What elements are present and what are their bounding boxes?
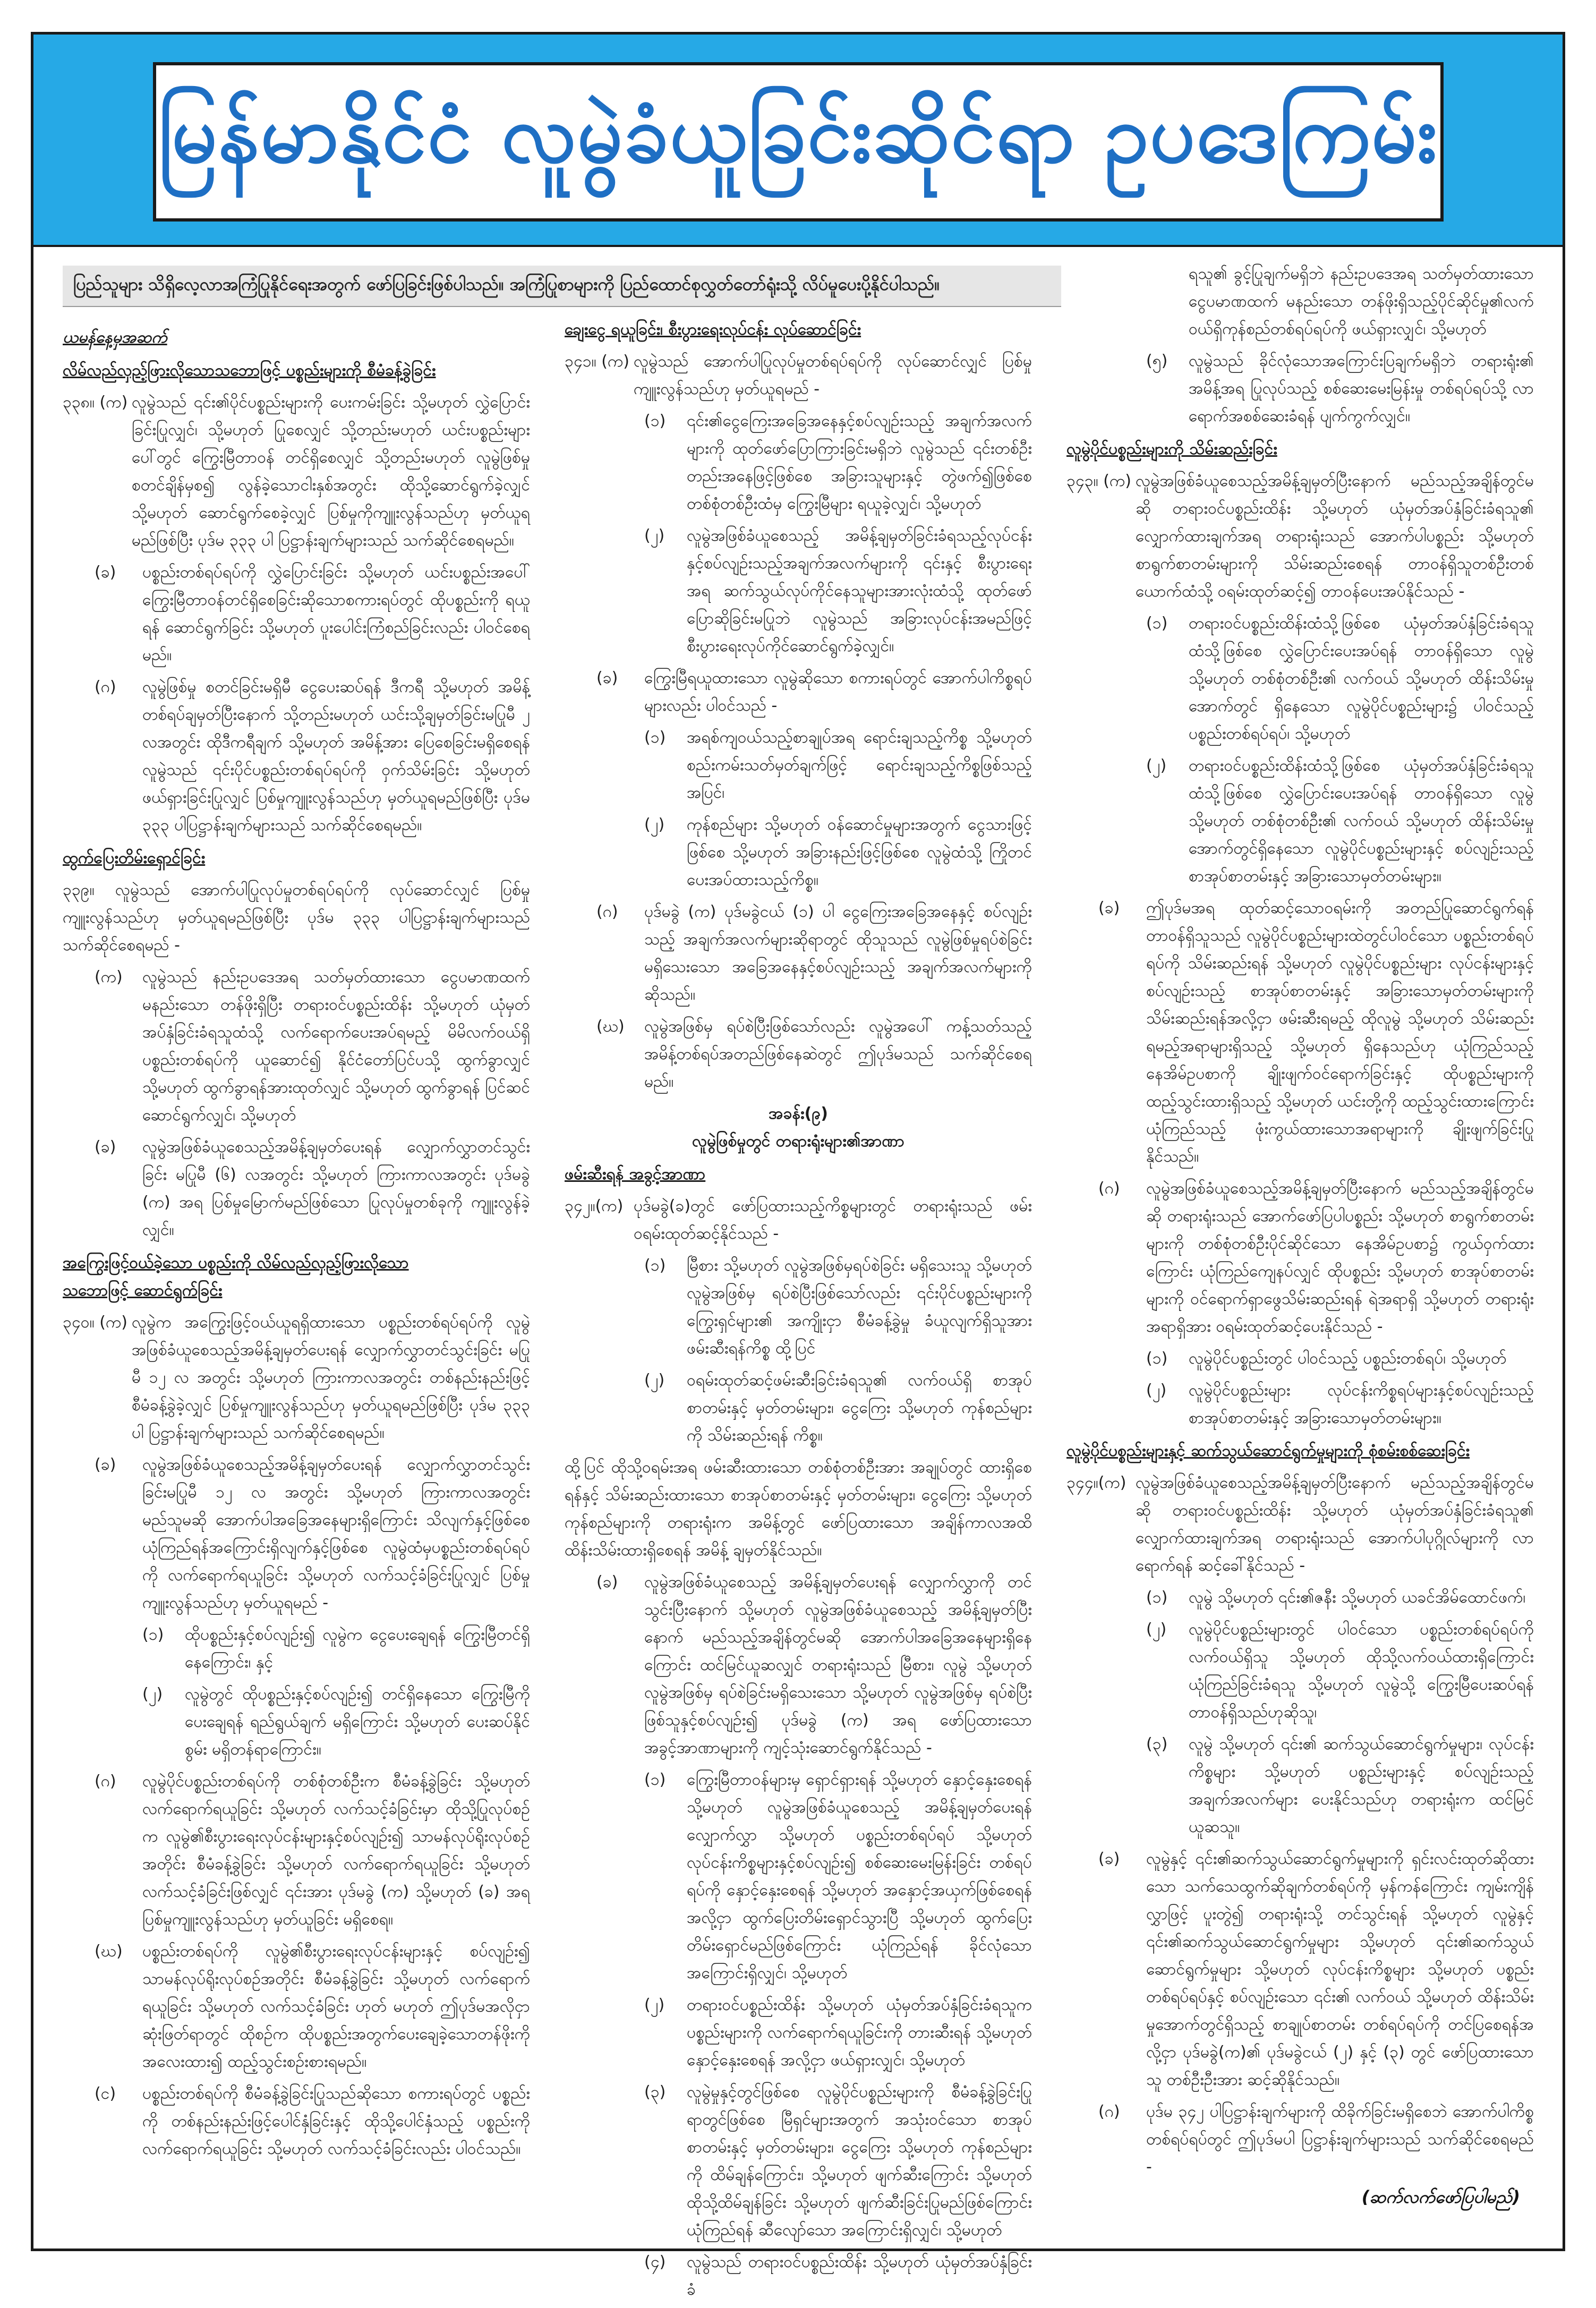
sub-clause	[95, 2080, 530, 2163]
chapter-number: အခန်း(၉)	[769, 1104, 828, 1123]
sub-sub-clause	[1146, 752, 1534, 890]
sub-clause	[95, 1938, 530, 2076]
sub-sub-clause	[644, 522, 1032, 660]
clause-text: ပုဒ်မခွဲ(ခ)တွင် ဖော်ပြထားသည့်ကိစ္စများတွင် တရားရုံးသည် ဖမ်းဝရမ်းထုတ်ဆင့်နိုင်သည် -	[634, 1197, 1032, 1243]
sub-clause-text: ဤပုဒ်မအရ ထုတ်ဆင့်သောဝရမ်းကို အတည်ပြုဆောင်ရွက်ရန် တာဝန်ရှိသူသည် လူမွဲပိုင်ပစ္စည်းများထဲတွင်ပါဝင်သော ပစ္စည်းတစ်ရပ်ရပ်ကို သိမ်းဆည်းရန် သို့မဟုတ် လူမွဲပိုင်ပစ္စည်းများ လုပ်ငန်းများနှင့်စပ်လျဉ်းသည့် စာအုပ်စာတမ်းနှင့် အခြားသောမှတ်တမ်းများကို သိမ်းဆည်းရန်အလို့ငှာ ဖမ်းဆီးရမည့် ထိုလူမွဲ သို့မဟုတ် သိမ်းဆည်းရမည့်အရာများရှိသည့် သို့မဟုတ် ရှိနေသည်ဟု ယုံကြည်သည့် နေအိမ်ဥပစာကို ချိုးဖျက်ဝင်ရောက်ခြင်းနှင့် ထိုပစ္စည်းများကို ထည့်သွင်းထားရှိသည့် သို့မဟုတ် ယင်းတို့ကို ထည့်သွင်းထားကြောင်း ယုံကြည်သည့် ဖုံးကွယ်ထားသောအရာများကို ချိုးဖျက်ခြင်းပြုနိုင်သည်။	[1146, 899, 1534, 1166]
sub-sub-clause-text: တရားဝင်ပစ္စည်းထိန်းထံသို့ဖြစ်စေ ယုံမှတ်အပ်နှံခြင်းခံရသူထံသို့ဖြစ်စေ လွှဲပြောင်းပေးအပ်ရန် တာဝန်ရှိသော လူမွဲ သို့မဟုတ် တစ်စုံတစ်ဦး၏ လက်ဝယ် သို့မဟုတ် ထိန်းသိမ်းမှုအောက်တွင် ရှိနေသော လူမွဲပိုင်ပစ္စည်းများ၌ ပါဝင်သည့် ပစ္စည်းတစ်ရပ်ရပ်၊ သို့မဟုတ်	[1189, 614, 1534, 743]
sub-sub-clause-number: (၁)	[644, 1770, 666, 1789]
sub-sub-clause-text: လူမွဲ သို့မဟုတ် ၎င်း၏ ဆက်သွယ်ဆောင်ရွက်မှုများ၊ လုပ်ငန်းကိစ္စများ သို့မဟုတ် ပစ္စည်းများနှင့် စပ်လျဉ်းသည့်အချက်အလက်များ ပေးနိုင်သည်ဟု တရားရုံးက ထင်မြင်ယူဆသူ။	[1189, 1735, 1534, 1836]
column-1	[63, 324, 530, 2167]
sub-sub-clause-number	[1146, 260, 1189, 343]
sub-sub-clause-text: လူမွဲသည် တရားဝင်ပစ္စည်းထိန်း သို့မဟုတ် ယုံမှတ်အပ်နှံခြင်းခံ	[687, 2253, 1032, 2299]
sub-sub-clause-number: (၁)	[644, 412, 666, 430]
sub-sub-clause-text: ထိုပစ္စည်းနှင့်စပ်လျဉ်း၍ လူမွဲက ငွေပေးချေရန် ကြွေးမြီတင်ရှိနေကြောင်း၊ နှင့်	[185, 1625, 530, 1672]
sub-sub-clause-number: (၂)	[1146, 1381, 1167, 1400]
sub-clause	[596, 665, 1032, 720]
sub-clause	[1098, 1845, 1534, 2094]
sub-clause-text: လူမွဲပိုင်ပစ္စည်းတစ်ရပ်ကို တစ်စုံတစ်ဦးက စီမံခန့်ခွဲခြင်း သို့မဟုတ် လက်ရောက်ရယူခြင်း သို့မဟုတ် လက်သင့်ခံခြင်းမှာ ထိုသို့ပြုလုပ်စဉ်က လူမွဲ၏စီးပွားရေးလုပ်ငန်းများနှင့်စပ်လျဉ်း၍ သာမန်လုပ်ရိုးလုပ်စဉ်အတိုင်း စီမံခန့်ခွဲခြင်း သို့မဟုတ် လက်ရောက်ရယူခြင်း သို့မဟုတ် လက်သင့်ခံခြင်းဖြစ်လျှင် ၎င်းအား ပုဒ်မခွဲ (က) သို့မဟုတ် (ခ) အရ ပြစ်မှုကျူးလွန်သည်ဟု မှတ်ယူခြင်း မရှိစေရ။	[142, 1772, 530, 1929]
sub-sub-clause	[1146, 1584, 1534, 1612]
sub-sub-clause	[644, 1991, 1032, 2074]
sub-sub-clause-continued	[1146, 260, 1534, 343]
title-box	[153, 62, 1444, 222]
section-heading: ချေးငွေ ရယူခြင်း၊ စီးပွားရေးလုပ်ငန်း လုပ်ဆောင်ခြင်း	[565, 320, 861, 339]
sub-sub-clause-text: ရသူ၏ ခွင့်ပြုချက်မရှိဘဲ နည်းဥပဒေအရ သတ်မှတ်ထားသော ငွေပမာဏထက် မနည်းသော တန်ဖိုးရှိသည့်ပိုင်ဆိုင်မှု၏လက်ဝယ်ရှိကုန်စည်တစ်ရပ်ရပ်ကို ဖယ်ရှားလျှင်၊ သို့မဟုတ်	[1189, 265, 1534, 338]
section-heading: ဖမ်းဆီးရန် အခွင့်အာဏာ	[565, 1165, 706, 1183]
section-heading: လိမ်လည်လှည့်ဖြားလိုသောသဘောဖြင့် ပစ္စည်းများကို စီမံခန့်ခွဲခြင်း	[63, 361, 436, 380]
clause-number: ၃၄၄။(က)	[1066, 1474, 1126, 1492]
sub-sub-clause-number: (၄)	[644, 2253, 666, 2271]
sub-sub-clause-text: လူမွဲပိုင်ပစ္စည်းများတွင် ပါဝင်သော ပစ္စည်းတစ်ရပ်ရပ်ကို လက်ဝယ်ရှိသူ သို့မဟုတ် ထိုသို့လက်ဝယ်ထားရှိကြောင်း ယုံကြည်ခြင်းခံရသူ သို့မဟုတ် လူမွဲသို့ ကြွေးမြီပေးဆပ်ရန် တာဝန်ရှိသည်ဟုဆိုသူ၊	[1189, 1620, 1534, 1722]
sub-sub-clause	[644, 811, 1032, 894]
sub-clause-number: (ဃ)	[95, 1942, 123, 1961]
clause-number: ၃၄၃။ (က)	[1066, 472, 1132, 490]
sub-sub-clause-number: (၂)	[644, 1996, 665, 2014]
sub-sub-clause	[644, 1252, 1032, 1362]
section-heading: ထွက်ပြေးတိမ်းရှောင်ခြင်း	[63, 849, 206, 867]
sub-sub-clause-number: (၅)	[1146, 352, 1168, 370]
clause-text: လူမွဲသည် ၎င်း၏ပိုင်ပစ္စည်းများကို ပေးကမ်းခြင်း သို့မဟုတ် လွှဲပြောင်းခြင်းပြုလျှင်၊ သို့မဟုတ် ပြုစေလျှင် သို့တည်းမဟုတ် ယင်းပစ္စည်းများပေါ်တွင် ကြွေးမြီတာဝန် တင်ရှိစေလျှင် သို့တည်းမဟုတ် လူမွဲဖြစ်မှုစတင်ချိန်မှစ၍ လွန်ခဲ့သောငါးနှစ်အတွင်း ထိုသို့ဆောင်ရွက်ခဲ့လျှင် သို့မဟုတ် ဆောင်ရွက်စေခဲ့လျှင် ပြစ်မှုကိုကျူးလွန်သည်ဟု မှတ်ယူရမည်ဖြစ်ပြီး ပုဒ်မ ၃၃၃ ပါ ပြဋ္ဌာန်းချက်များသည် သက်ဆိုင်စေရမည်။	[132, 393, 530, 550]
sub-sub-clause-text: တရားဝင်ပစ္စည်းထိန်းထံသို့ဖြစ်စေ ယုံမှတ်အပ်နှံခြင်းခံရသူထံသို့ဖြစ်စေ လွှဲပြောင်းပေးအပ်ရန် တာဝန်ရှိသော လူမွဲ သို့မဟုတ် တစ်စုံတစ်ဦး၏ လက်ဝယ် သို့မဟုတ် ထိန်းသိမ်းမှုအောက်တွင်ရှိနေသော လူမွဲပိုင်ပစ္စည်းများနှင့် စပ်လျဉ်းသည့် စာအုပ်စာတမ်းနှင့် အခြားသောမှတ်တမ်းများ။	[1189, 756, 1534, 885]
clause-number: ၃၄၁။ (က)	[565, 352, 630, 371]
sub-clause-text: ကြွေးမြီရယူထားသော လူမွဲဆိုသော စကားရပ်တွင် အောက်ပါကိစ္စရပ်များလည်း ပါဝင်သည် -	[644, 669, 1032, 715]
sub-clause	[1098, 895, 1534, 1171]
sub-clause-number: (ခ)	[1098, 1850, 1120, 1868]
sub-clause-number: (ဂ)	[95, 1772, 116, 1791]
sub-sub-clause-text: လူမွဲမှုနှင့်တွင်ဖြစ်စေ လူမွဲပိုင်ပစ္စည်းများကို စီမံခန့်ခွဲခြင်းပြုရာတွင်ဖြစ်စေ မြီရှင်များအတွက် အသုံးဝင်သော စာအုပ်စာတမ်းနှင့် မှတ်တမ်းများ၊ ငွေကြေး သို့မဟုတ် ကုန်စည်များကို ထိမ်ချန်ကြောင်း၊ သို့မဟုတ် ဖျက်ဆီးကြောင်း သို့မဟုတ် ထိုသို့ထိမ်ချန်ခြင်း သို့မဟုတ် ဖျက်ဆီးခြင်းပြုမည်ဖြစ်ကြောင်း ယုံကြည်ရန် ဆီလျော်သော အကြောင်းရှိလျှင်၊ သို့မဟုတ်	[687, 2083, 1032, 2239]
sub-sub-clause-text: အရစ်ကျဝယ်သည့်စာချုပ်အရ ရောင်းချသည့်ကိစ္စ သို့မဟုတ် စည်းကမ်းသတ်မှတ်ချက်ဖြင့် ရောင်းချသည့်ကိစ္စဖြစ်သည့်အပြင်၊	[687, 728, 1032, 802]
sub-sub-clause-text: လူမွဲတွင် ထိုပစ္စည်းနှင့်စပ်လျဉ်း၍ တင်ရှိနေသော ကြွေးမြီကို ပေးချေရန် ရည်ရွယ်ချက် မရှိကြောင်း သို့မဟုတ် ပေးဆပ်နိုင်စွမ်း မရှိတန်ရာကြောင်း။	[185, 1685, 530, 1759]
sub-clause-text: လူမွဲအဖြစ်ခံယူစေသည့် အမိန့်ချမှတ်ပေးရန် လျှောက်လွှာကို တင်သွင်းပြီးနောက် သို့မဟုတ် လူမွဲအဖြစ်ခံယူစေသည့် အမိန့်ချမှတ်ပြီးနောက် မည်သည့်အချိန်တွင်မဆို အောက်ပါအခြေအနေများရှိနေကြောင်း ထင်မြင်ယူဆလျှင် တရားရုံးသည် မြီစား၊ လူမွဲ သို့မဟုတ် လူမွဲအဖြစ်မှ ရပ်စဲခြင်းမရှိသေးသော သို့မဟုတ် လူမွဲအဖြစ်မှ ရပ်စဲပြီးဖြစ်သူနှင့်စပ်လျဉ်း၍ ပုဒ်မခွဲ (က) အရ ဖော်ပြထားသော အခွင့်အာဏာများကို ကျင့်သုံးဆောင်ရွက်နိုင်သည် -	[644, 1573, 1032, 1757]
sub-clause-text: ပစ္စည်းတစ်ရပ်ကို စီမံခန့်ခွဲခြင်းပြုသည်ဆိုသော စကားရပ်တွင် ပစ္စည်းကို တစ်နည်းနည်းဖြင့်ပေါင်နှံခြင်းနှင့် ထိုသို့ပေါင်နှံသည့် ပစ္စည်းကို လက်ရောက်ရယူခြင်း သို့မဟုတ် လက်သင့်ခံခြင်းလည်း ပါဝင်သည်။	[142, 2084, 530, 2158]
sub-sub-clause-number: (၃)	[644, 2083, 666, 2101]
sub-clause-number: (က)	[95, 968, 123, 986]
chapter-title: လူမွဲဖြစ်မှုတွင် တရားရုံးများ၏အာဏာ	[692, 1132, 904, 1151]
sub-clause-number: (ခ)	[1098, 899, 1120, 917]
page-title: မြန်မာနိုင်ငံ လူမွဲခံယူခြင်းဆိုင်ရာ ဥပဒေကြမ်း	[158, 88, 1438, 181]
sub-sub-clause-number: (၁)	[1146, 1349, 1168, 1368]
sub-clause-number: (ခ)	[95, 1455, 116, 1474]
title-banner	[33, 35, 1563, 247]
sub-sub-clause-text: ကြွေးမြီတာဝန်များမှ ရှောင်ရှားရန် သို့မဟုတ် နှောင့်နှေးစေရန် သို့မဟုတ် လူမွဲအဖြစ်ခံယူစေသည့် အမိန့်ချမှတ်ပေးရန် လျှောက်လွှာ သို့မဟုတ် ပစ္စည်းတစ်ရပ်ရပ် သို့မဟုတ် လုပ်ငန်းကိစ္စများနှင့်စပ်လျဉ်း၍ စစ်ဆေးမေးမြန်းခြင်း တစ်ရပ်ရပ်ကို နှောင့်နှေးစေရန် သို့မဟုတ် အနှောင့်အယှက်ဖြစ်စေရန် အလို့ငှာ ထွက်ပြေးတိမ်းရှောင်သွားပြီ သို့မဟုတ် ထွက်ပြေးတိမ်းရှောင်မည်ဖြစ်ကြောင်း ယုံကြည်ရန် ခိုင်လုံသော အကြောင်းရှိလျှင်၊ သို့မဟုတ်	[687, 1770, 1032, 1982]
clause	[63, 1309, 530, 1447]
clause-text: ၃၃၉။ လူမွဲသည် အောက်ပါပြုလုပ်မှုတစ်ရပ်ရပ်ကို လုပ်ဆောင်လျှင် ပြစ်မှုကျူးလွန်သည်ဟု မှတ်ယူရမည်ဖြစ်ပြီး ပုဒ်မ ၃၃၃ ပါပြဋ္ဌာန်းချက်များသည် သက်ဆိုင်စေရမည် -	[63, 881, 530, 955]
sub-sub-clause-number: (၁)	[1146, 614, 1168, 633]
sub-sub-clause-text: ဝရမ်းထုတ်ဆင့်ဖမ်းဆီးခြင်းခံရသူ၏ လက်ဝယ်ရှိ စာအုပ်စာတမ်းနှင့် မှတ်တမ်းများ၊ ငွေကြေး သို့မဟုတ် ကုန်စည်များကို သိမ်းဆည်းရန် ကိစ္စ။	[687, 1371, 1032, 1445]
sub-sub-clause-text: လူမွဲသည် ခိုင်လုံသောအကြောင်းပြချက်မရှိဘဲ တရားရုံး၏ အမိန့်အရ ပြုလုပ်သည့် စစ်ဆေးမေးမြန်းမှု တစ်ရပ်ရပ်သို့ လာရောက်အစစ်ဆေးခံရန် ပျက်ကွက်လျှင်။	[1189, 352, 1534, 425]
sub-clause-number: (ဂ)	[1098, 1179, 1120, 1198]
sub-sub-clause-number: (၁)	[644, 1256, 666, 1275]
column-3	[1066, 260, 1534, 2185]
clause	[565, 348, 1032, 403]
sub-sub-clause	[1146, 1731, 1534, 1841]
sub-sub-clause-text: တရားဝင်ပစ္စည်းထိန်း သို့မဟုတ် ယုံမှတ်အပ်နှံခြင်းခံရသူက ပစ္စည်းများကို လက်ရောက်ရယူခြင်းကို တားဆီးရန် သို့မဟုတ် နှောင့်နှေးစေရန် အလို့ငှာ ဖယ်ရှားလျှင်၊ သို့မဟုတ်	[687, 1996, 1032, 2069]
sub-clause-number: (ခ)	[95, 1138, 116, 1156]
sub-sub-clause	[1146, 347, 1534, 430]
sub-sub-clause-number: (၂)	[142, 1685, 163, 1704]
sub-sub-clause-number: (၁)	[644, 728, 666, 747]
section-heading-cont: သဘောဖြင့် ဆောင်ရွက်ခြင်း	[63, 1281, 223, 1300]
sub-clause-number: (ဂ)	[1098, 2102, 1120, 2121]
section-heading: အကြွေးဖြင့်ဝယ်ခဲ့သော ပစ္စည်းကို လိမ်လည်လှည့်ဖြားလိုသော	[63, 1254, 409, 1272]
sub-clause-text: လူမွဲအဖြစ်ခံယူစေသည့်အမိန့်ချမှတ်ပေးရန် လျှောက်လွှာတင်သွင်းခြင်း မပြုမီ (၆) လအတွင်း သို့မဟုတ် ကြားကာလအတွင်း ပုဒ်မခွဲ (က) အရ ပြစ်မှုမြောက်မည်ဖြစ်သော ပြုလုပ်မှုတစ်ခုကို ကျူးလွန်ခဲ့လျှင်။	[142, 1138, 530, 1239]
sub-clause	[596, 898, 1032, 1009]
section-heading: လူမွဲပိုင်ပစ္စည်းများကို သိမ်းဆည်းခြင်း	[1066, 440, 1277, 458]
clause-number: ၃၄၀။ (က)	[63, 1313, 128, 1332]
sub-sub-clause	[142, 1681, 530, 1764]
sub-clause-text: လူမွဲအဖြစ်ခံယူစေသည့်အမိန့်ချမှတ်ပြီးနောက် မည်သည့်အချိန်တွင်မဆို တရားရုံးသည် အောက်ဖော်ပြပါပစ္စည်း သို့မဟုတ် စာရွက်စာတမ်းများကို တစ်စုံတစ်ဦးပိုင်ဆိုင်သော နေအိမ်ဥပစာ၌ ကွယ်ဝှက်ထားကြောင်း ယုံကြည်ကျေနပ်လျှင် ထိုပစ္စည်း သို့မဟုတ် စာအုပ်စာတမ်းများကို ဝင်ရောက်ရှာဖွေသိမ်းဆည်းရန် ရဲအရာရှိ သို့မဟုတ် တရားရုံးအရာရှိအား ဝရမ်းထုတ်ဆင့်ပေးနိုင်သည် -	[1146, 1179, 1534, 1336]
sub-clause-text: လူမွဲသည် နည်းဥပဒေအရ သတ်မှတ်ထားသော ငွေပမာဏထက် မနည်းသော တန်ဖိုးရှိပြီး တရားဝင်ပစ္စည်းထိန်း သို့မဟုတ် ယုံမှတ်အပ်နှံခြင်းခံရသူထံသို့ လက်ရောက်ပေးအပ်ရမည့် မိမိလက်ဝယ်ရှိပစ္စည်းတစ်ရပ်ကို ယူဆောင်၍ နိုင်ငံတော်ပြင်ပသို့ ထွက်ခွာလျှင် သို့မဟုတ် ထွက်ခွာရန်အားထုတ်လျှင် သို့မဟုတ် ထွက်ခွာရန် ပြင်ဆင်ဆောင်ရွက်လျှင်၊ သို့မဟုတ်	[142, 968, 530, 1125]
sub-sub-clause-text: လူမွဲအဖြစ်ခံယူစေသည့် အမိန့်ချမှတ်ခြင်းခံရသည့်လုပ်ငန်း နှင့်စပ်လျဉ်းသည့်အချက်အလက်များကို ၎င်းနှင့် စီးပွားရေးအရ ဆက်သွယ်လုပ်ကိုင်နေသူများအားလုံးထံသို့ ထုတ်ဖော်ပြောဆိုခြင်းမပြုဘဲ လူမွဲသည် အခြားလုပ်ငန်းအမည်ဖြင့် စီးပွားရေးလုပ်ကိုင်ဆောင်ရွက်ခဲ့လျှင်။	[687, 526, 1032, 655]
sub-sub-clause-number: (၂)	[644, 815, 665, 834]
sub-clause	[95, 1768, 530, 1934]
sub-sub-clause	[142, 1621, 530, 1676]
sub-sub-clause	[644, 1367, 1032, 1450]
sub-clause-text: ပုဒ်မ ၃၄၂ ပါပြဋ္ဌာန်းချက်များကို ထိခိုက်ခြင်းမရှိစေဘဲ အောက်ပါကိစ္စတစ်ရပ်ရပ်တွင် ဤပုဒ်မပါ ပြဋ္ဌာန်းချက်များသည် သက်ဆိုင်စေရမည် -	[1146, 2102, 1534, 2176]
clause	[1066, 1469, 1534, 1580]
article-frame	[31, 32, 1565, 2299]
clause	[1066, 467, 1534, 606]
sub-clause-number: (ဂ)	[596, 902, 618, 921]
sub-clause-number: (င)	[95, 2084, 116, 2103]
sub-sub-clause	[644, 1766, 1032, 1987]
sub-sub-clause-text: လူမွဲပိုင်ပစ္စည်းတွင် ပါဝင်သည့် ပစ္စည်းတစ်ရပ်၊ သို့မဟုတ်	[1189, 1349, 1507, 1368]
sub-clause	[95, 559, 530, 669]
sub-sub-clause-text: လူမွဲပိုင်ပစ္စည်းများ လုပ်ငန်းကိစ္စရပ်များနှင့်စပ်လျဉ်းသည့် စာအုပ်စာတမ်းနှင့် အခြားသောမှတ်တမ်းများ။	[1189, 1381, 1534, 1427]
sub-sub-clause-number: (၂)	[644, 526, 665, 545]
continuation-heading: ယမန်နေ့မှအဆက်	[63, 328, 167, 347]
clause-text: လူမွဲအဖြစ်ခံယူစေသည့်အမိန့်ချမှတ်ပြီးနောက် မည်သည့်အချိန်တွင်မဆို တရားဝင်ပစ္စည်းထိန်း သို့မဟုတ် ယုံမှတ်အပ်နှံခြင်းခံရသူ၏ လျှောက်ထားချက်အရ တရားရုံးသည် အောက်ပါပုဂ္ဂိုလ်များကို လာရောက်ရန် ဆင့်ခေါ်နိုင်သည် -	[1136, 1474, 1534, 1575]
column-2	[565, 311, 1032, 2308]
clause-text: လူမွဲက အကြွေးဖြင့်ဝယ်ယူရရှိထားသော ပစ္စည်းတစ်ရပ်ရပ်ကို လူမွဲအဖြစ်ခံယူစေသည့်အမိန့်ချမှတ်ပေးရန် လျှောက်လွှာတင်သွင်းခြင်း မပြုမီ ၁၂ လ အတွင်း သို့မဟုတ် ကြားကာလအတွင်း တစ်နည်းနည်းဖြင့် စီမံခန့်ခွဲခဲ့လျှင် ပြစ်မှုကျူးလွန်သည်ဟု မှတ်ယူရမည်ဖြစ်ပြီး ပုဒ်မ ၃၃၃ ပါ ပြဋ္ဌာန်းချက်များသည် သက်ဆိုင်စေရမည်။	[132, 1313, 530, 1442]
sub-clause-number: (ခ)	[95, 563, 116, 582]
clause	[63, 389, 530, 555]
sub-clause	[596, 1569, 1032, 1762]
sub-clause-number: (ဂ)	[95, 678, 116, 696]
sub-sub-clause-text: ကုန်စည်များ သို့မဟုတ် ဝန်ဆောင်မှုများအတွက် ငွေသားဖြင့်ဖြစ်စေ သို့မဟုတ် အခြားနည်းဖြင့်ဖြစ်စေ လူမွဲထံသို့ ကြိုတင်ပေးအပ်ထားသည့်ကိစ္စ။	[687, 815, 1032, 889]
sub-sub-clause-number: (၁)	[1146, 1588, 1168, 1607]
sub-clause-number: (ခ)	[596, 1573, 618, 1591]
sub-sub-clause-number: (၁)	[142, 1625, 164, 1644]
sub-sub-clause-text: လူမွဲ သို့မဟုတ် ၎င်း၏ဇနီး သို့မဟုတ် ယခင်အိမ်ထောင်ဖက်၊	[1189, 1588, 1526, 1607]
sub-sub-clause-text: မြီစား သို့မဟုတ် လူမွဲအဖြစ်မှရပ်စဲခြင်း မရှိသေးသူ သို့မဟုတ် လူမွဲအဖြစ်မှ ရပ်စဲပြီးဖြစ်သော်လည်း ၎င်းပိုင်ပစ္စည်းများကို ကြွေးရှင်များ၏ အကျိုးငှာ စီမံခန့်ခွဲမှု ခံယူလျက်ရှိသူအား ဖမ်းဆီးရန်ကိစ္စ ထို့ပြင်	[687, 1256, 1032, 1358]
sub-clause-text: လူမွဲအဖြစ်မှ ရပ်စဲပြီးဖြစ်သော်လည်း လူမွဲအပေါ် ကန့်သတ်သည့်အမိန့်တစ်ရပ်အတည်ဖြစ်နေဆဲတွင် ဤပုဒ်မသည် သက်ဆိုင်စေရမည်။	[644, 1017, 1032, 1091]
sub-clause-text: လူမွဲဖြစ်မှု စတင်ခြင်းမရှိမီ ငွေပေးဆပ်ရန် ဒီကရီ သို့မဟုတ် အမိန့်တစ်ရပ်ချမှတ်ပြီးနောက် သို့တည်းမဟုတ် ယင်းသို့ချမှတ်ခြင်းမပြုမီ ၂ လအတွင်း ထိုဒီကရီချက် သို့မဟုတ် အမိန့်အား ပြေစေခြင်းမရှိစေရန် လူမွဲသည် ၎င်းပိုင်ပစ္စည်းတစ်ရပ်ရပ်ကို ဝှက်သိမ်းခြင်း သို့မဟုတ် ဖယ်ရှားခြင်းပြုလျှင် ပြစ်မှုကျူးလွန်သည်ဟု မှတ်ယူရမည်ဖြစ်ပြီး ပုဒ်မ ၃၃၃ ပါပြဋ္ဌာန်းချက်များသည် သက်ဆိုင်စေရမည်။	[142, 678, 530, 834]
sub-clause	[1098, 2098, 1534, 2181]
sub-sub-clause-number: (၂)	[1146, 1620, 1167, 1639]
sub-sub-clause-text: ၎င်း၏ငွေကြေးအခြေအနေနှင့်စပ်လျဉ်းသည့် အချက်အလက်များကို ထုတ်ဖော်ပြောကြားခြင်းမရှိဘဲ လူမွဲသည် ၎င်းတစ်ဦးတည်းအနေဖြင့်ဖြစ်စေ အခြားသူများနှင့် တွဲဖက်၍ဖြစ်စေ တစ်စုံတစ်ဦးထံမှ ကြွေးမြီများ ရယူခဲ့လျှင်၊ သို့မဟုတ်	[687, 412, 1032, 513]
sub-clause	[95, 674, 530, 839]
sub-clause-text: ပစ္စည်းတစ်ရပ်ရပ်ကို လွှဲပြောင်းခြင်း သို့မဟုတ် ယင်းပစ္စည်းအပေါ် ကြွေးမြီတာဝန်တင်ရှိစေခြင်းဆိုသောစကားရပ်တွင် ထိုပစ္စည်းကို ရယူရန် ဆောင်ရွက်ခြင်း သို့မဟုတ် ပူးပေါင်းကြံစည်ခြင်းလည်း ပါဝင်စေရမည်။	[142, 563, 530, 665]
sub-sub-clause	[1146, 610, 1534, 748]
sub-sub-clause	[1146, 1345, 1534, 1373]
sub-sub-clause	[644, 407, 1032, 518]
sub-sub-clause	[1146, 1616, 1534, 1726]
sub-sub-clause	[644, 2249, 1032, 2304]
clause-text: ထို့ပြင် ထိုသို့ဝရမ်းအရ ဖမ်းဆီးထားသော တစ်စုံတစ်ဦးအား အချုပ်တွင် ထားရှိစေရန်နှင့် သိမ်းဆည်းထားသော စာအုပ်စာတမ်းနှင့် မှတ်တမ်းများ၊ ငွေကြေး သို့မဟုတ် ကုန်စည်များကို တရားရုံးက အမိန့်တွင် ဖော်ပြထားသော အချိန်ကာလအထိ ထိန်းသိမ်းထားရှိစေရန် အမိန့် ချမှတ်နိုင်သည်။	[565, 1458, 1032, 1560]
continued-note: (ဆက်လက်ဖော်ပြပါမည်)	[1361, 2187, 1520, 2207]
sub-clause-number: (ဃ)	[596, 1017, 625, 1036]
clause-text: လူမွဲအဖြစ်ခံယူစေသည့်အမိန့်ချမှတ်ပြီးနောက် မည်သည့်အချိန်တွင်မဆို တရားဝင်ပစ္စည်းထိန်း သို့မဟုတ် ယုံမှတ်အပ်နှံခြင်းခံရသူ၏ လျှောက်ထားချက်အရ တရားရုံးသည် အောက်ပါပစ္စည်း သို့မဟုတ် စာရွက်စာတမ်းများကို သိမ်းဆည်းစေရန် တာဝန်ရှိသူတစ်ဦးတစ်ယောက်ထံသို့ ဝရမ်းထုတ်ဆင့်၍ တာဝန်ပေးအပ်နိုင်သည် -	[1136, 472, 1534, 601]
sub-sub-clause	[644, 724, 1032, 807]
clause-number: ၃၃၈။ (က)	[63, 393, 128, 412]
section-heading: လူမွဲပိုင်ပစ္စည်းများနှင့် ဆက်သွယ်ဆောင်ရွက်မှုများကို စုံစမ်းစစ်ဆေးခြင်း	[1066, 1442, 1470, 1460]
sub-clause	[95, 1451, 530, 1617]
sub-sub-clause	[644, 2079, 1032, 2244]
sub-clause	[596, 1013, 1032, 1096]
sub-clause-text: ပုဒ်မခွဲ (က) ပုဒ်မခွဲငယ် (၁) ပါ ငွေကြေးအခြေအနေနှင့် စပ်လျဉ်းသည့် အချက်အလက်များဆိုရာတွင် ထိုသူသည် လူမွဲဖြစ်မှုရပ်စဲခြင်း မရှိသေးသော အခြေအနေနှင့်စပ်လျဉ်းသည့် အချက်အလက်များကိုဆိုသည်။	[644, 902, 1032, 1004]
sub-sub-clause-number: (၂)	[644, 1371, 665, 1390]
sub-clause-number: (ခ)	[596, 669, 618, 687]
clause	[565, 1193, 1032, 1248]
sub-clause	[1098, 1175, 1534, 1341]
sub-sub-clause	[1146, 1377, 1534, 1432]
sub-clause-text: လူမွဲအဖြစ်ခံယူစေသည့်အမိန့်ချမှတ်ပေးရန် လျှောက်လွှာတင်သွင်းခြင်းမပြုမီ ၁၂ လ အတွင်း သို့မဟုတ် ကြားကာလအတွင်း မည်သူမဆို အောက်ပါအခြေအနေများရှိကြောင်း သိလျက်နှင့်ဖြစ်စေ ယုံကြည်ရန်အကြောင်းရှိလျက်နှင့်ဖြစ်စေ လူမွဲထံမှပစ္စည်းတစ်ရပ်ရပ်ကို လက်ရောက်ရယူခြင်း သို့မဟုတ် လက်သင့်ခံခြင်းပြုလျှင် ပြစ်မှုကျူးလွန်သည်ဟု မှတ်ယူရမည် -	[142, 1455, 530, 1612]
sub-sub-clause-number: (၃)	[1146, 1735, 1168, 1753]
sub-clause-text: ပစ္စည်းတစ်ရပ်ကို လူမွဲ၏စီးပွားရေးလုပ်ငန်းများနှင့် စပ်လျဉ်း၍ သာမန်လုပ်ရိုးလုပ်စဉ်အတိုင်း စီမံခန့်ခွဲခြင်း သို့မဟုတ် လက်ရောက်ရယူခြင်း သို့မဟုတ် လက်သင့်ခံခြင်း ဟုတ် မဟုတ် ဤပုဒ်မအလိုငှာ ဆုံးဖြတ်ရာတွင် ထိုစဉ်က ထိုပစ္စည်းအတွက်ပေးချေခဲ့သောတန်ဖိုးကို အလေးထား၍ ထည့်သွင်းစဉ်းစားရမည်။	[142, 1942, 530, 2071]
sub-clause	[95, 964, 530, 1129]
sub-sub-clause-number: (၂)	[1146, 756, 1167, 775]
notice-bar: ပြည်သူများ သိရှိလေ့လာအကြံပြုနိုင်ရေးအတွက် ဖော်ပြခြင်းဖြစ်ပါသည်။ အကြံပြုစာများကို ပြည်ထောင်စုလွှတ်တော်ရုံးသို့ လိပ်မူပေးပို့နိုင်ပါသည်။	[63, 266, 1061, 307]
clause-number: ၃၄၂။(က)	[565, 1197, 624, 1215]
sub-clause	[95, 1134, 530, 1244]
sub-clause-text: လူမွဲနှင့် ၎င်း၏ဆက်သွယ်ဆောင်ရွက်မှုများကို ရှင်းလင်းထုတ်ဆိုထားသော သက်သေထွက်ဆိုချက်တစ်ရပ်ကို မှန်ကန်ကြောင်း ကျမ်းကျိန်လွှာဖြင့် ပူးတွဲ၍ တရားရုံးသို့ တင်သွင်းရန် သို့မဟုတ် လူမွဲနှင့် ၎င်း၏ဆက်သွယ်ဆောင်ရွက်မှုများ သို့မဟုတ် ၎င်း၏ဆက်သွယ်ဆောင်ရွက်မှုများ သို့မဟုတ် လုပ်ငန်းကိစ္စများ သို့မဟုတ် ပစ္စည်းတစ်ရပ်ရပ်နှင့် စပ်လျဉ်းသော ၎င်း၏ လက်ဝယ် သို့မဟုတ် ထိန်းသိမ်းမှုအောက်တွင်ရှိသည့် စာချုပ်စာတမ်း တစ်ရပ်ရပ်ကို တင်ပြစေရန်အလို့ငှာ ပုဒ်မခွဲ(က)၏ ပုဒ်မခွဲငယ် (၂) နှင့် (၃) တွင် ဖော်ပြထားသောသူ တစ်ဦးဦးအား ဆင့်ဆိုနိုင်သည်။	[1146, 1850, 1534, 2089]
clause-text: လူမွဲသည် အောက်ပါပြုလုပ်မှုတစ်ရပ်ရပ်ကို လုပ်ဆောင်လျှင် ပြစ်မှုကျူးလွန်သည်ဟု မှတ်ယူရမည် -	[634, 352, 1032, 398]
